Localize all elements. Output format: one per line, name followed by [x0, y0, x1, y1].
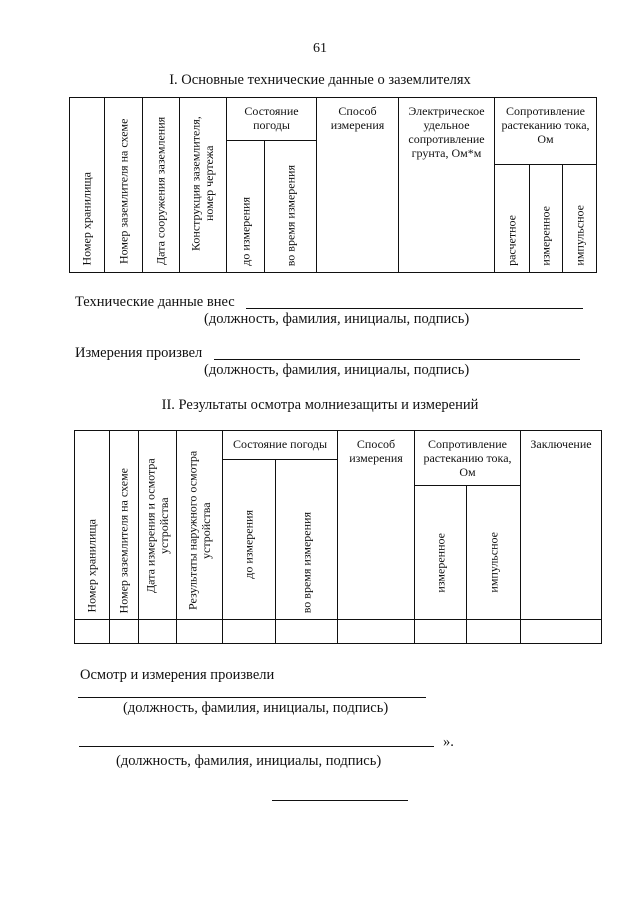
- inspection-caption-1: (должность, фамилия, инициалы, подпись): [123, 700, 389, 716]
- col2-res-measured: [414, 485, 467, 620]
- tech-data-signature-line[interactable]: [246, 308, 583, 309]
- col-soil-resistivity: [398, 97, 495, 273]
- col2-method: [337, 430, 415, 620]
- col-res-impulse: [562, 164, 597, 273]
- tech-data-label: Технические данные внес: [75, 294, 235, 310]
- header-method: Способ измерения: [330, 104, 385, 132]
- header2-resistance: Сопротивление растеканию тока, Ом: [423, 437, 512, 479]
- section2-table: [74, 430, 602, 644]
- table2-row-cell[interactable]: [222, 619, 276, 644]
- header2-weather-during: во время измерения: [298, 511, 313, 613]
- measured-by-caption: (должность, фамилия, инициалы, подпись): [204, 362, 470, 378]
- header2-weather-before: до измерения: [241, 510, 256, 579]
- col-weather: [226, 97, 317, 141]
- inspection-signature-line-1[interactable]: [78, 697, 426, 698]
- header-res-calculated: расчетное: [504, 215, 519, 266]
- col-weather-during: [264, 140, 317, 273]
- header2-grounder-number: Номер заземлителя на схеме: [116, 467, 131, 613]
- header-res-impulse: импульсное: [571, 205, 586, 266]
- col-weather-before: [226, 140, 265, 273]
- header-weather-during: во время измерения: [282, 164, 297, 266]
- inspection-label: Осмотр и измерения произвели: [80, 667, 275, 683]
- section1-title: I. Основные технические данные о заземлителях: [169, 72, 471, 88]
- header2-method: Способ измерения: [349, 437, 403, 465]
- header-weather: Состояние погоды: [244, 104, 299, 132]
- col-build-date: [142, 97, 180, 273]
- section2-title: II. Результаты осмотра молниезащиты и измерений: [161, 397, 479, 413]
- col-resistance: [494, 97, 597, 165]
- header2-conclusion: Заключение: [530, 437, 592, 451]
- page-number: 61: [313, 41, 327, 56]
- table2-row-cell[interactable]: [74, 619, 110, 644]
- inspection-signature-line-2[interactable]: [79, 746, 434, 747]
- col-construction: [179, 97, 227, 273]
- col2-storage-number: [74, 430, 110, 620]
- col2-weather: [222, 430, 338, 460]
- header-construction: Конструкция заземлителя, номер чертежа: [188, 116, 216, 251]
- col-storage-number: [69, 97, 105, 273]
- col2-resistance: [414, 430, 521, 486]
- col2-inspection-date: [138, 430, 177, 620]
- table2-row-cell[interactable]: [337, 619, 415, 644]
- header2-res-measured: измеренное: [432, 533, 447, 593]
- table2-row-cell[interactable]: [414, 619, 467, 644]
- header-res-measured: измеренное: [538, 206, 553, 266]
- col-res-calculated: [494, 164, 530, 273]
- final-signature-line[interactable]: [272, 800, 408, 801]
- tech-data-caption: (должность, фамилия, инициалы, подпись): [204, 311, 470, 327]
- col2-conclusion: [520, 430, 602, 620]
- header2-storage-number: Номер хранилища: [84, 519, 99, 613]
- header-soil-resistivity: Электрическое удельное сопротивление грунта, Ом*м: [408, 104, 485, 160]
- header2-res-impulse: импульсное: [485, 532, 500, 593]
- header-build-date: Дата сооружения заземления: [153, 116, 168, 266]
- table2-row-cell[interactable]: [176, 619, 223, 644]
- col2-grounder-number: [109, 430, 139, 620]
- table2-row-cell[interactable]: [138, 619, 177, 644]
- col2-weather-during: [275, 459, 338, 620]
- measured-by-label: Измерения произвел: [75, 345, 203, 361]
- section1-table: [69, 97, 597, 273]
- header-weather-before: до измерения: [237, 197, 252, 266]
- table2-row-cell[interactable]: [275, 619, 338, 644]
- header2-inspection-results: Результаты наружного осмотра устройства: [185, 450, 213, 611]
- quote-close: ».: [443, 734, 454, 750]
- col-grounder-number: [104, 97, 143, 273]
- table2-row-cell[interactable]: [109, 619, 139, 644]
- header-storage-number: Номер хранилища: [79, 172, 94, 266]
- col2-inspection-results: [176, 430, 223, 620]
- col2-res-impulse: [466, 485, 521, 620]
- table2-row-cell[interactable]: [466, 619, 521, 644]
- col-res-measured: [529, 164, 563, 273]
- header2-inspection-date: Дата измерения и осмотра устройства: [143, 458, 171, 593]
- measured-by-signature-line[interactable]: [214, 359, 580, 360]
- header2-weather: Состояние погоды: [232, 437, 328, 451]
- header-resistance: Сопротивление растеканию тока, Ом: [501, 104, 590, 146]
- col2-weather-before: [222, 459, 276, 620]
- table2-row-cell[interactable]: [520, 619, 602, 644]
- col-method: [316, 97, 399, 273]
- inspection-caption-2: (должность, фамилия, инициалы, подпись): [116, 753, 382, 769]
- header-grounder-number: Номер заземлителя на схеме: [115, 118, 130, 264]
